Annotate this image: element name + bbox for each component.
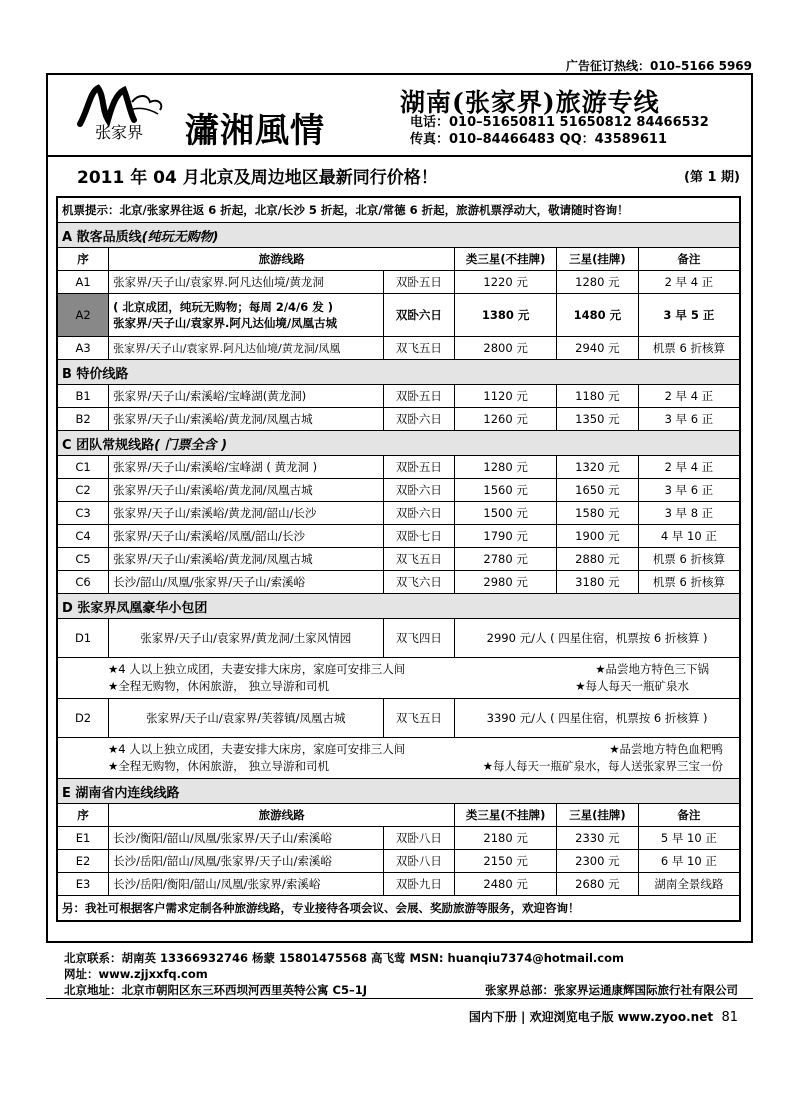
- table-header: 序 旅游线路 类三星(不挂牌) 三星(挂牌) 备注: [57, 248, 740, 271]
- page-subtitle: 2011 年 04 月北京及周边地区最新同行价格！: [77, 168, 438, 188]
- section-b-title: B 特价线路: [57, 360, 740, 385]
- page-footer: [469, 1008, 738, 1025]
- section-d-title: D 张家界凤凰豪华小包团: [57, 594, 740, 619]
- table-row: E3 长沙/岳阳/衡阳/韶山/凤凰/张家界/索溪峪 双卧九日 2480 元 2680 元 湖南全景线路: [57, 873, 740, 896]
- table-row-highlight: A2 ( 北京成团，纯玩无购物；每周 2/4/6 发 ) 张家界/天子山/袁家界.阿凡达仙境/凤凰古城 双卧六日 1380 元 1480 元 3 早 5 正: [57, 294, 740, 337]
- section-e-title: E 湖南省内连线线路: [57, 779, 740, 804]
- page-number: 81: [721, 1010, 738, 1025]
- header-divider: [48, 155, 751, 157]
- table-row: C3 张家界/天子山/索溪峪/黄龙洞/韶山/长沙 双卧六日 1500 元 1580 元 3 早 8 正: [57, 502, 740, 525]
- table-row: C2 张家界/天子山/索溪峪/黄龙洞/凤凰古城 双卧六日 1560 元 1650 元 3 早 6 正: [57, 479, 740, 502]
- issue-number: (第 1 期): [684, 170, 740, 185]
- section-c-title: C 团队常规线路( 门票全含 ): [57, 431, 740, 456]
- feature-list: ★4 人以上独立成团，夫妻安排大床房，家庭可安排三人间 ★品尝地方特色三下锅 ★全程无购物，休闲旅游， 独立导游和司机 ★每人每天一瓶矿泉水: [57, 658, 740, 699]
- feature-list: ★4 人以上独立成团，夫妻安排大床房，家庭可安排三人间 ★品尝地方特色血粑鸭 ★全程无购物，休闲旅游， 独立导游和司机 ★每人每天一瓶矿泉水，每人送张家界三宝一份: [57, 738, 740, 779]
- table-row: E1 长沙/衡阳/韶山/凤凰/张家界/天子山/索溪峪 双卧八日 2180 元 2330 元 5 早 10 正: [57, 827, 740, 850]
- footer-website[interactable]: 网址：www.zjjxxfq.com: [64, 967, 208, 981]
- closing-note: 另：我社可根据客户需求定制各种旅游线路，专业接待各项会议、会展、奖励旅游等服务，欢迎咨询！: [57, 896, 740, 922]
- route-title: 湖南(张家界)旅游专线: [400, 88, 660, 117]
- table-row: E2 长沙/岳阳/韶山/凤凰/张家界/天子山/索溪峪 双卧八日 2150 元 2300 元 6 早 10 正: [57, 850, 740, 873]
- table-row: A3 张家界/天子山/袁家界.阿凡达仙境/黄龙洞/凤凰 双飞五日 2800 元 2940 元 机票 6 折核算: [57, 337, 740, 360]
- table-row: C5 张家界/天子山/索溪峪/黄龙洞/凤凰古城 双飞五日 2780 元 2880 元 机票 6 折核算: [57, 548, 740, 571]
- phone-line: 电话：010–51650811 51650812 84466532: [410, 115, 709, 130]
- table-row: C1 张家界/天子山/索溪峪/宝峰湖 ( 黄龙洞 ) 双卧五日 1280 元 1320 元 2 早 4 正: [57, 456, 740, 479]
- footer-pageline: 国内下册 | 欢迎浏览电子版 www.zyoo.net: [468, 1010, 714, 1024]
- brand-title: 瀟湘風情: [185, 111, 325, 151]
- table-row: D2 张家界/天子山/袁家界/芙蓉镇/凤凰古城 双飞五日 3390 元/人 ( 四星住宿，机票按 6 折核算 ): [57, 699, 740, 738]
- table-row: B1 张家界/天子山/索溪峪/宝峰湖(黄龙洞) 双卧五日 1120 元 1180 元 2 早 4 正: [57, 385, 740, 408]
- ad-hotline: 广告征订热线：010–5166 5969: [565, 59, 752, 73]
- footer-hq: 张家界总部：张家界运通康辉国际旅行社有限公司: [485, 983, 738, 997]
- footer-contact: 北京联系：胡南英 13366932746 杨蒙 15801475568 高飞莺 MSN: huanqiu7374@hotmail.com: [64, 951, 624, 965]
- footer-address: 北京地址：北京市朝阳区东三环西坝河西里英特公寓 C5–1J: [64, 983, 367, 997]
- contact-phones: [410, 114, 709, 148]
- ticket-notice: 机票提示：北京/张家界往返 6 折起，北京/长沙 5 折起，北京/常德 6 折起，旅游机票浮动大，敬请随时咨询！: [57, 197, 740, 223]
- table-row: B2 张家界/天子山/索溪峪/黄龙洞/凤凰古城 双卧六日 1260 元 1350 元 3 早 6 正: [57, 408, 740, 431]
- price-table: [56, 196, 741, 922]
- bottom-divider: [46, 998, 753, 999]
- logo-caption: 张家界: [95, 123, 144, 142]
- section-a-title: A 散客品质线(纯玩无购物): [57, 223, 740, 248]
- table-row: C6 长沙/韶山/凤凰/张家界/天子山/索溪峪 双飞六日 2980 元 3180 元 机票 6 折核算: [57, 571, 740, 594]
- fax-line: 传真：010–84466483 QQ：43589611: [410, 132, 667, 147]
- table-header: 序 旅游线路 类三星(不挂牌) 三星(挂牌) 备注: [57, 804, 740, 827]
- table-row: A1 张家界/天子山/袁家界.阿凡达仙境/黄龙洞 双卧五日 1220 元 1280 元 2 早 4 正: [57, 271, 740, 294]
- table-row: D1 张家界/天子山/袁家界/黄龙洞/土家风情园 双飞四日 2990 元/人 ( 四星住宿，机票按 6 折核算 ): [57, 619, 740, 658]
- table-row: C4 张家界/天子山/索溪峪/凤凰/韶山/长沙 双卧七日 1790 元 1900 元 4 早 10 正: [57, 525, 740, 548]
